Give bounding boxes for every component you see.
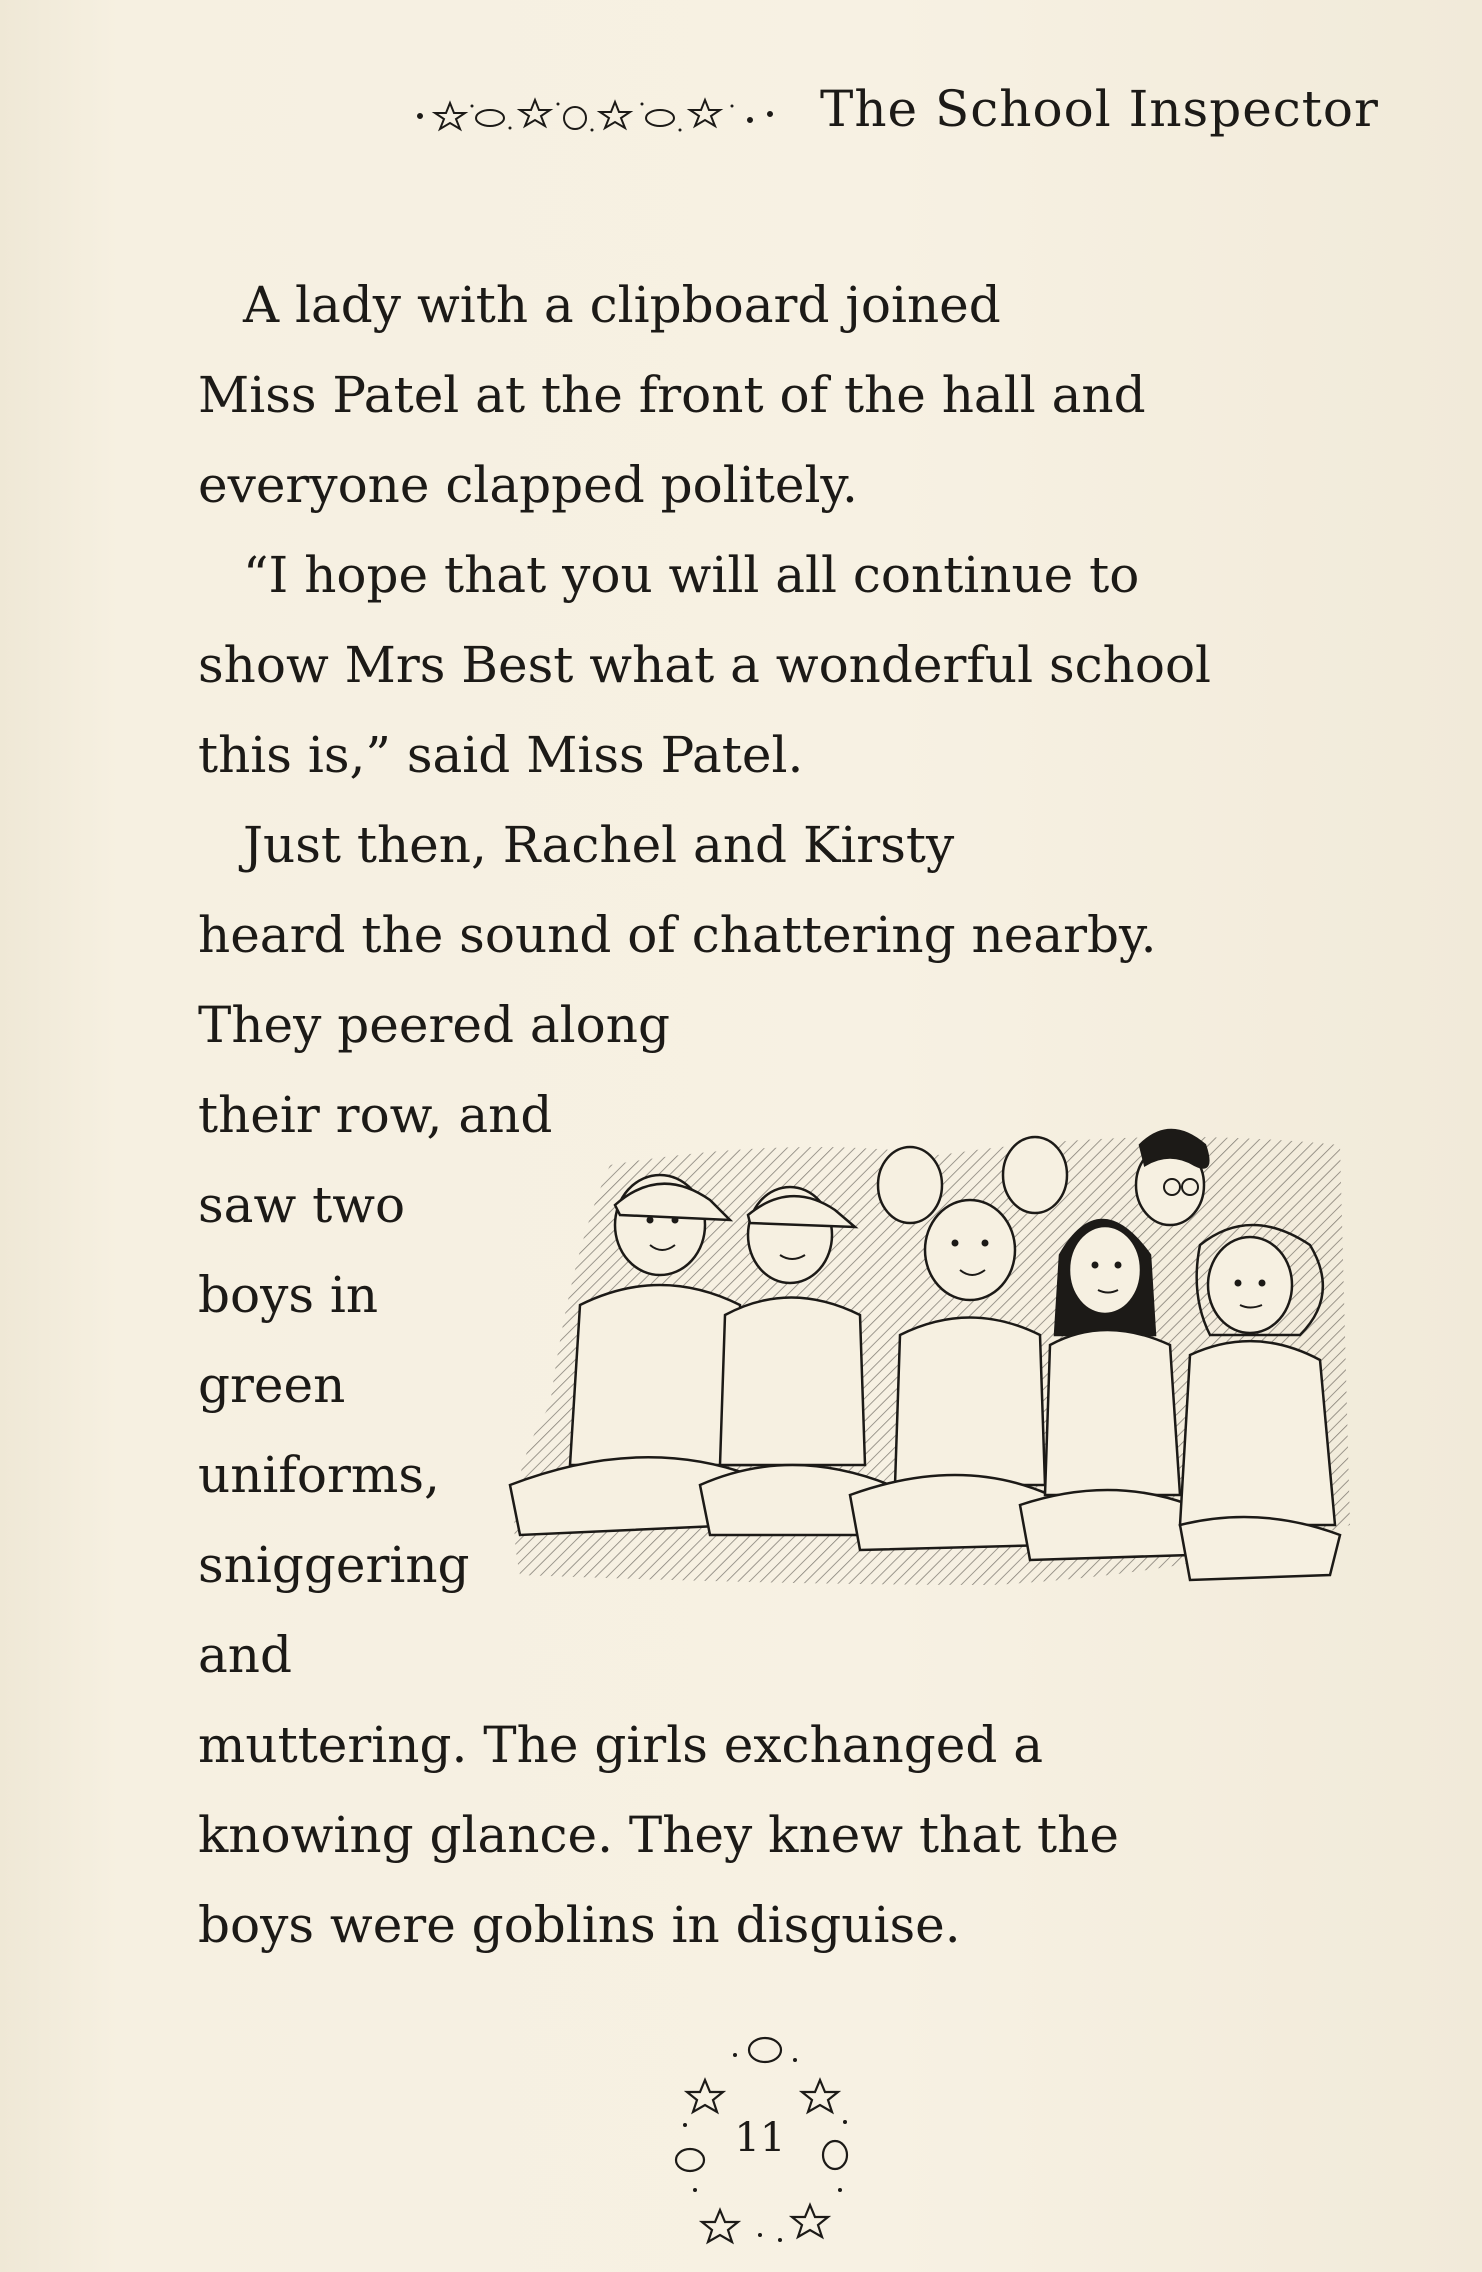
page-number-ornament bbox=[650, 2010, 870, 2250]
text-line: Miss Patel at the front of the hall and bbox=[198, 366, 1146, 424]
text-line: boys in bbox=[198, 1266, 379, 1324]
text-line: sniggering bbox=[198, 1536, 470, 1594]
page-number: 11 bbox=[734, 2115, 786, 2161]
stars-ornament-icon bbox=[410, 88, 790, 138]
text-line: Just then, Rachel and Kirsty bbox=[243, 816, 955, 874]
text-line: knowing glance. They knew that the bbox=[198, 1806, 1119, 1864]
text-line: muttering. The girls exchanged a bbox=[198, 1716, 1044, 1774]
text-line: green bbox=[198, 1356, 346, 1414]
running-header-title: The School Inspector bbox=[820, 80, 1379, 138]
text-line: A lady with a clipboard joined bbox=[243, 276, 1001, 334]
text-line: this is,” said Miss Patel. bbox=[198, 726, 804, 784]
text-line: uniforms, bbox=[198, 1446, 440, 1504]
text-line: boys were goblins in disguise. bbox=[198, 1896, 961, 1954]
text-line: heard the sound of chattering nearby. bbox=[198, 906, 1157, 964]
text-line: their row, and bbox=[198, 1086, 553, 1144]
text-line: everyone clapped politely. bbox=[198, 456, 858, 514]
text-line: show Mrs Best what a wonderful school bbox=[198, 636, 1212, 694]
running-header bbox=[410, 70, 1379, 160]
text-line: saw two bbox=[198, 1176, 406, 1234]
text-line: “I hope that you will all continue to bbox=[243, 546, 1140, 604]
text-line: They peered along bbox=[198, 996, 670, 1054]
children-sitting-illustration bbox=[490, 1105, 1360, 1605]
text-line: and bbox=[198, 1626, 293, 1684]
